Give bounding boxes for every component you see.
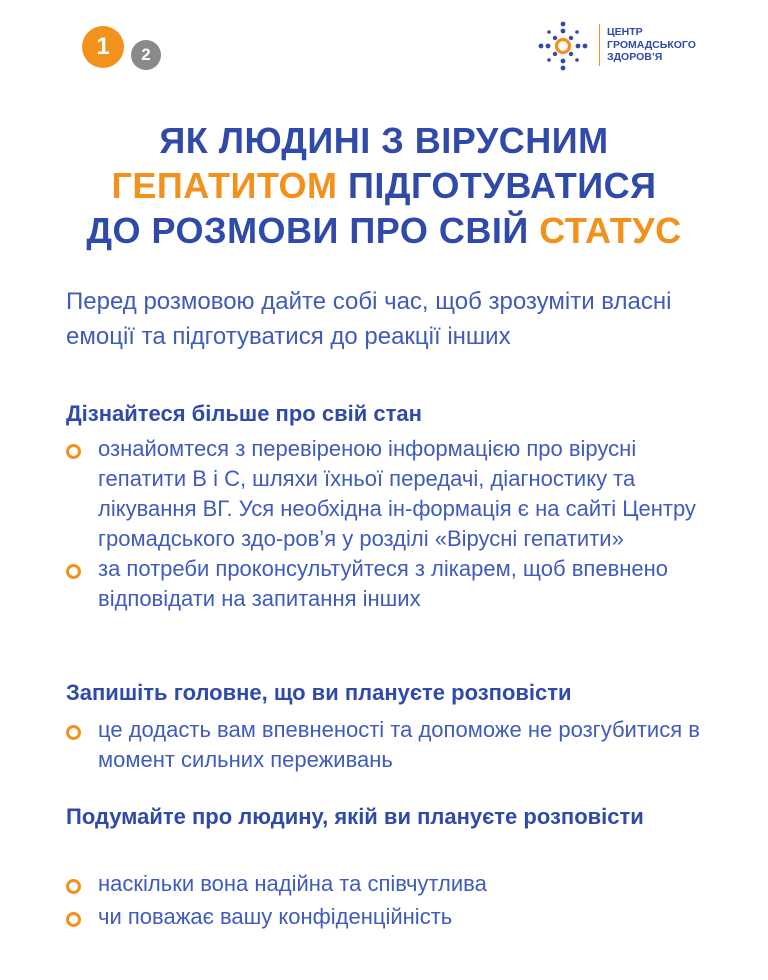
bullet-list-learn-more	[66, 434, 706, 614]
bullet-circle-icon	[66, 444, 81, 459]
list-item	[66, 434, 706, 554]
logo-divider	[599, 24, 600, 66]
bullet-circle-icon	[66, 879, 81, 894]
section-heading-learn-more: Дізнайтеся більше про свій стан	[66, 401, 422, 426]
logo-wordmark	[607, 26, 696, 64]
logo-icon	[535, 18, 591, 74]
page-title	[0, 118, 768, 253]
list-item	[66, 715, 706, 775]
bullet-circle-icon	[66, 725, 81, 740]
intro-paragraph: Перед розмовою дайте собі час, щоб зрозуміти власні емоції та підготуватися до реакції інших	[66, 288, 672, 350]
bullet-list-think-about-person	[66, 869, 706, 932]
title-highlight-hepatitis: ГЕПАТИТОМ	[111, 165, 338, 206]
bullet-circle-icon	[66, 564, 81, 579]
list-item	[66, 554, 706, 614]
list-item-text: це додасть вам впевненості та допоможе не розгубитися в момент сильних переживань	[98, 717, 700, 772]
title-line-2-rest: ПІДГОТУВАТИСЯ	[337, 165, 657, 206]
logo-line-2: ГРОМАДСЬКОГО	[607, 38, 696, 51]
title-line-3	[0, 208, 768, 253]
list-item-text: чи поважає вашу конфіденційність	[98, 904, 453, 929]
bullet-list-write-down	[66, 715, 706, 775]
section-heading-write-down: Запишіть головне, що ви плануєте розповісти	[66, 680, 572, 705]
section-heading-think-about-person: Подумайте про людину, якій ви плануєте розповісти	[66, 804, 644, 829]
page-indicator-next[interactable]: 2	[131, 40, 161, 70]
bullet-circle-icon	[66, 912, 81, 927]
list-item-text: наскільки вона надійна та співчутлива	[98, 871, 487, 896]
logo	[535, 18, 695, 74]
list-item-text: за потреби проконсультуйтеся з лікарем, щоб впевнено відповідати на запитання інших	[98, 556, 669, 611]
title-line-1: ЯК ЛЮДИНІ З ВІРУСНИМ	[159, 120, 609, 161]
logo-line-3: ЗДОРОВ’Я	[607, 51, 663, 63]
list-item	[66, 902, 706, 932]
list-item	[66, 869, 706, 899]
page-indicator-current[interactable]: 1	[82, 26, 124, 68]
logo-line-1: ЦЕНТР	[607, 26, 643, 38]
list-item-text: ознайомтеся з перевіреною інформацією про вірусні гепатити В і С, шляхи їхньої передачі, діагностику та лікування ВГ. Уся необхідна ін-формація є на сайті Центру громадського здо-ров’я у розділі «Вірусні гепатити»	[98, 436, 696, 551]
title-line-2	[0, 163, 768, 208]
title-highlight-status: СТАТУС	[539, 210, 682, 251]
title-line-3-start: ДО РОЗМОВИ ПРО СВІЙ	[86, 210, 540, 251]
